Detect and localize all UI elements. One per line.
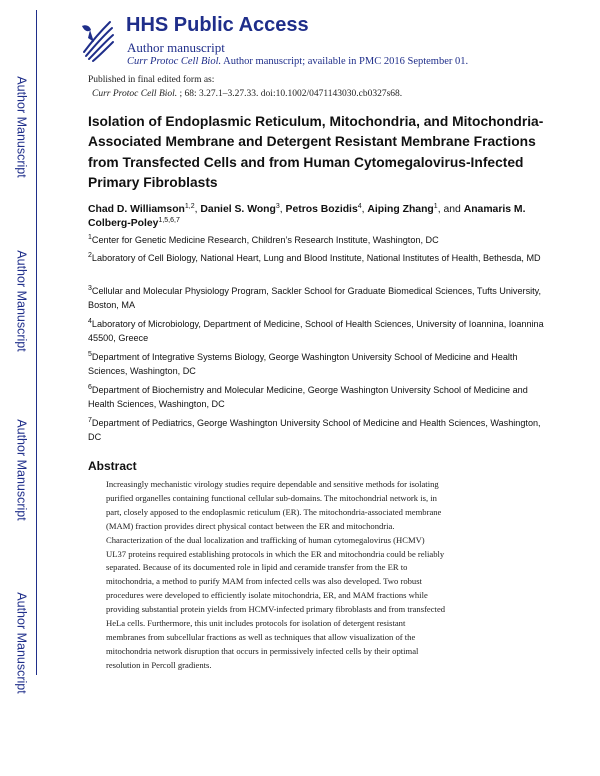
citation-details: ; 68: 3.27.1–3.27.33. doi:10.1002/0471143030.cb0327s68. [177, 89, 403, 99]
author-name: Aiping Zhang [367, 204, 434, 215]
affiliation-item [88, 251, 550, 265]
affiliation-number: 5 [88, 351, 92, 358]
author-separator: , [279, 204, 286, 215]
abstract-body [106, 478, 546, 673]
abstract-line: UL37 proteins required establishing protocols in which the ER and mitochondria could be reliably [106, 548, 445, 559]
affiliation-number: 1 [88, 234, 92, 241]
affiliation-item [88, 284, 550, 312]
affiliation-item [88, 416, 550, 444]
header-title: HHS Public Access [126, 14, 309, 36]
affiliation-item [88, 350, 550, 378]
abstract-line: resolution in Percoll gradients. [106, 659, 212, 670]
abstract-line: Increasingly mechanistic virology studies require dependable and sensitive methods for isolating [106, 479, 439, 489]
author-separator: , [194, 204, 201, 215]
abstract-line: (MAM) fraction provides direct physical contact between the ER and mitochondria. [106, 520, 395, 531]
author-list [88, 203, 558, 231]
author-name: Daniel S. Wong [200, 204, 276, 215]
affiliation-number: 6 [88, 384, 92, 391]
affiliation-text: Department of Pediatrics, George Washington University School of Medicine and Health Sciences, Washington, DC [88, 418, 541, 442]
affiliation-text: Center for Genetic Medicine Research, Children’s Research Institute, Washington, DC [91, 235, 439, 245]
author-separator: , [361, 204, 368, 215]
author-affiliation-ref: 1,5,6,7 [158, 217, 180, 224]
article-title: Isolation of Endoplasmic Reticulum, Mitochondria, and Mitochondria-Associated Membrane and Detergent Resistant Membrane Fractions from Transfected Cells and from Human Cytomegalovirus-Infected Primary Fibroblasts [88, 114, 544, 191]
author-affiliation-ref: 1,2 [184, 203, 195, 210]
affiliation-number: 3 [88, 285, 92, 292]
author-name: Chad D. Williamson [88, 204, 185, 215]
citation-journal: Curr Protoc Cell Biol. [92, 89, 178, 99]
abstract-line: procedures were developed to efficiently isolate mitochondria, ER, and MAM fractions while [106, 590, 428, 601]
margin-rule [36, 10, 37, 675]
abstract-line: part, closely apposed to the endoplasmic reticulum (ER). The mitochondria-associated membrane [106, 506, 442, 517]
abstract-line: purified organelles containing functional cellular sub-domains. The mitochondrial network is, in [106, 492, 437, 503]
abstract-heading: Abstract [88, 459, 137, 473]
author-affiliation-ref: 1 [433, 203, 438, 210]
affiliation-item [88, 233, 550, 247]
author-separator: , and [437, 204, 464, 215]
abstract-line: Characterization of the dual localization and trafficking of human cytomegalovirus (HCMV) [106, 534, 425, 545]
affiliation-text: Laboratory of Cell Biology, National Heart, Lung and Blood Institute, National Institutes of Health, Bethesda, MD [91, 253, 541, 263]
availability-note: Author manuscript; available in PMC 2016 September 01. [221, 56, 469, 67]
journal-name: Curr Protoc Cell Biol. [127, 56, 222, 67]
abstract-line: providing substantial protein yields from HCMV-infected primary fibroblasts and from transfected [106, 604, 446, 615]
side-label-3: Author Manuscript [15, 419, 29, 521]
author-name: Petros Bozidis [285, 204, 358, 215]
header-subtitle: Author manuscript [127, 40, 225, 55]
author-affiliation-ref: 4 [357, 203, 362, 210]
side-label-2: Author Manuscript [15, 250, 29, 352]
affiliation-item [88, 383, 550, 411]
published-label: Published in final edited form as: [88, 75, 215, 85]
affiliation-text: Laboratory of Microbiology, Department of Medicine, School of Health Sciences, University of Ioannina, Ioannina 45500, Greece [88, 319, 544, 343]
affiliation-text: Cellular and Molecular Physiology Program, Sackler School for Graduate Biomedical Sciences, Tufts University, Boston, MA [88, 286, 542, 310]
affiliation-number: 4 [88, 318, 92, 325]
abstract-line: mitochondria network disruption that occurs in permissively infected cells by their optimal [106, 645, 419, 656]
affiliation-number: 2 [88, 252, 92, 259]
abstract-line: mitochondria, a method to purify MAM from infected cells was also developed. Two robust [106, 576, 422, 587]
affiliation-text: Department of Biochemistry and Molecular Medicine, George Washington University School of Medicine and Health Sciences, Washington, DC [88, 385, 528, 409]
affiliation-item [88, 317, 550, 345]
author-affiliation-ref: 3 [275, 203, 280, 210]
hhs-logo-icon [76, 12, 116, 64]
abstract-line: membranes from subcellular fractions as well as techniques that allow visualization of the [106, 631, 416, 642]
side-label-1: Author Manuscript [15, 76, 29, 178]
author-name: Anamaris M. Colberg-Poley [88, 204, 526, 229]
side-label-4: Author Manuscript [15, 592, 29, 694]
abstract-line: separated. Because of its documented role in lipid and ceramide transfer from the ER to [106, 562, 408, 573]
header-journal-line [127, 56, 468, 67]
affiliation-number: 7 [88, 417, 92, 424]
citation-line [92, 89, 402, 99]
abstract-line: HeLa cells. Furthermore, this unit includes protocols for isolation of detergent resistant [106, 618, 406, 629]
affiliation-text: Department of Integrative Systems Biology, George Washington University School of Medicine and Health Sciences, Washington, DC [88, 352, 518, 376]
